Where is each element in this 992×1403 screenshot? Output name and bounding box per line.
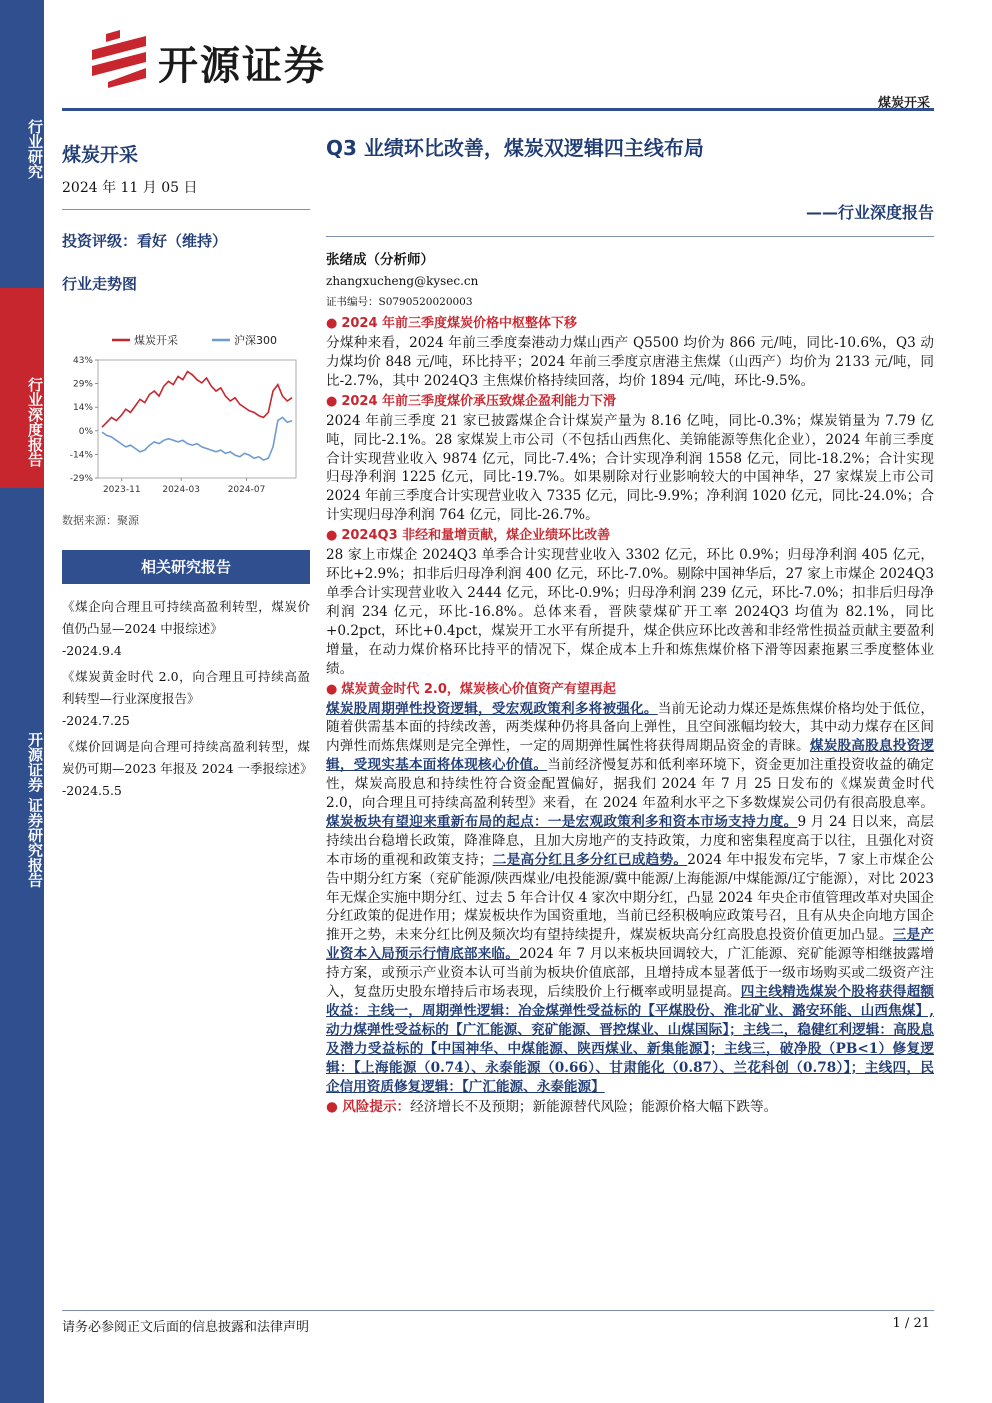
x-tick-label: 2023-11 <box>102 485 141 495</box>
section-heading-text: 2024 年前三季度煤炭价格中枢整体下移 <box>341 316 578 331</box>
sector-name: 煤炭开采 <box>62 144 139 166</box>
key-point: 二是高分红且多分红已成趋势。 <box>492 851 688 868</box>
right-column <box>326 132 935 1115</box>
report-date: 2024 年 11 月 05 日 <box>62 180 198 196</box>
header-divider <box>62 108 934 111</box>
key-point: 四主线精选煤炭个股将获得超额收益：主线一，周期弹性逻辑：冶金煤弹性受益标的【平煤股份、淮北矿业、潞安环能、山西焦煤】,动力煤弹性受益标的【广汇能源、兖矿能源、晋控煤业、山煤国际】；主线二，稳健红利逻辑：高股息及潜力受益标的【中国神华、中煤能源、陕西煤业、新集能源】；主线三，破净股（PB<1）修复逻辑：【上海能源（0.74）、永泰能源（0.66）、甘肃能化（0.87）、兰花科创（0.78）】；主线四，民企信用资质修复逻辑：【广汇能源、永泰能源】 <box>326 984 935 1095</box>
report-body <box>326 314 934 1117</box>
section-paragraph <box>326 700 934 1097</box>
risk-text: 经济增长不及预期；新能源替代风险；能源价格大幅下跌等。 <box>410 1098 778 1115</box>
section-heading <box>326 392 934 412</box>
series-line <box>102 372 292 428</box>
bullet-icon: ● <box>326 393 338 409</box>
related-report-item[interactable] <box>62 666 310 732</box>
right-divider <box>326 236 934 237</box>
x-tick-label: 2024-07 <box>227 485 266 495</box>
section-heading <box>326 526 934 546</box>
y-tick-label: -29% <box>69 474 93 484</box>
legend-label: 沪深300 <box>234 334 277 347</box>
related-report-item[interactable] <box>62 596 310 662</box>
side-strip <box>0 0 44 1403</box>
section-heading-text: 煤炭黄金时代 2.0，煤炭核心价值资产有望再起 <box>341 681 616 697</box>
analyst-name: 张绪成（分析师） <box>326 252 434 268</box>
legend-label: 煤炭开采 <box>134 334 178 347</box>
section-paragraph: 2024 年前三季度 21 家已披露煤企合计煤炭产量为 8.16 亿吨，同比-0.3%；煤炭销量为 7.79 亿吨，同比-2.1%。28 家煤炭上市公司（不包括山西焦化、美锦能源等焦化企业），2024 年前三季度合计实现营业收入 9874 亿元，同比-7.4%；合计实现净利润 1558 亿元，同比-18.2%；合计实现归母净利润 1225 亿元，同比-19.7%。如果剔除对行业影响较大的中国神华，27 家煤炭上市公司 2024 年前三季度合计实现营业收入 7335 亿元，同比-9.9%；净利润 1020 亿元，同比-24.0%；合计实现归母净利润 764 亿元，同比-26.7%。 <box>326 412 934 524</box>
key-point: 煤炭板块有望迎来重新布局的起点：一是宏观政策利多和资本市场支持力度。 <box>326 813 798 830</box>
related-report-date: -2024.9.4 <box>62 643 122 658</box>
bullet-icon: ● <box>326 316 338 331</box>
section-heading <box>326 680 934 700</box>
bullet-icon: ● <box>326 1098 343 1115</box>
paragraph-text: 当前经济慢复苏和低利率环境下，资金更加注重投资收益的确定性，煤炭高股息和持续性符合资金配置偏好，据我们 2024 年 7 月 25 日发布的《煤炭黄金时代 2.0，向合理且可持续高盈利转型》来看，在 2024 年盈利水平之下多数煤炭公司仍有很高股息率。 <box>326 757 935 812</box>
related-report-title: 《煤价回调是向合理可持续高盈利转型，煤炭仍可期—2023 年报及 2024 一季报综述》 <box>62 739 313 776</box>
y-tick-label: 0% <box>78 426 93 437</box>
y-tick-label: -14% <box>69 450 93 461</box>
header-sector-tag: 煤炭开采 <box>877 96 930 111</box>
key-point: 煤炭股周期弹性投资逻辑，受宏观政策利多将被强化。 <box>326 700 658 717</box>
related-reports-list <box>62 596 313 806</box>
related-report-item[interactable] <box>62 736 313 802</box>
section-heading-text: 2024Q3 非经和量增贡献，煤企业绩环比改善 <box>341 528 611 544</box>
footer-disclaimer[interactable]: 请务必参阅正文后面的信息披露和法律声明 <box>62 1320 310 1335</box>
related-report-date: -2024.5.5 <box>62 783 122 798</box>
side-label-research: 行业研究 <box>26 119 44 179</box>
report-subtitle: ——行业深度报告 <box>805 203 934 222</box>
section-paragraph: 28 家上市煤企 2024Q3 单季合计实现营业收入 3302 亿元，环比 0.9%；归母净利润 405 亿元，环比+2.9%；扣非后归母净利润 400 亿元，环比-7.0%。剔除中国神华后，27 家上市煤企 2024Q3 单季合计实现营业收入 2444 亿元，环比-0.9%；归母净利润 239 亿元，环比-7.0%；扣非后归母净利润 234 亿元，环比-16.8%。总体来看，晋陕蒙煤矿开工率 2024Q3 均值为 82.1%，同比+0.2pct，环比+0.4pct，煤炭开工水平有所提升，煤企供应环比改善和非经常性损益贡献主要盈利增量，在动力煤价格环比持平的情况下，煤企成本上升和炼焦煤价格下滑等因素拖累三季度整体业绩。 <box>326 547 934 677</box>
key-point: 三是产业资本入局预示行情底部来临。 <box>326 927 935 963</box>
bullet-icon: ● <box>326 528 338 544</box>
section-heading <box>326 314 934 334</box>
investment-rating: 投资评级：看好（维持） <box>62 232 228 250</box>
chart-frame <box>98 360 296 478</box>
chart-source: 数据来源：聚源 <box>62 514 139 527</box>
y-tick-label: 29% <box>72 379 93 390</box>
paragraph-text: 9 月 24 日以来，高层持续出台稳增长政策，降准降息，且加大房地产的支持政策，力度和密集程度高于以往，且强化对资本市场的重视和政策支持； <box>326 813 934 868</box>
report-title: Q3 业绩环比改善，煤炭双逻辑四主线布局 <box>326 136 704 160</box>
related-reports-banner: 相关研究报告 <box>62 550 310 584</box>
paragraph-text: 2024 年中报发布完毕，7 家上市煤企公告中期分红方案（兖矿能源/陕西煤业/电投能源/冀中能源/上海能源/中煤能源/辽宁能源），对比 2023 年无煤企实施中期分红、过去 5 年合计仅 4 家次中期分红，凸显 2024 年央企市值管理改革对央国企分红政策的促进作用；煤炭板块作为国资重地，当前已经积极响应政策号召，且有从央企向地方国企推开之势，未来分红比例及频次均有望持续提升，煤炭板块高分红高股息投资价值更加凸显。 <box>326 851 935 944</box>
risk-label: 风险提示： <box>342 1098 411 1115</box>
paragraph-text: 2024 年 7 月以来板块回调较大，广汇能源、兖矿能源等相继披露增持方案，或预示产业资本认可当前为板块价值底部，且增持成本显著低于一级市场购买或二级资产注入，复盘历史股东增持后市场表现，后续股价上行概率或明显提高。 <box>326 946 934 1001</box>
footer-divider <box>62 1310 934 1311</box>
side-label-report-type: 行业深度报告 <box>26 377 44 467</box>
analyst-cert: 证书编号：S0790520020003 <box>326 296 473 308</box>
related-report-title: 《煤企向合理且可持续高盈利转型，煤炭价值仍凸显—2024 中报综述》 <box>62 599 310 636</box>
bullet-icon: ● <box>326 681 338 697</box>
page-number: 1 / 21 <box>892 1316 930 1331</box>
section-paragraph: 分煤种来看，2024 年前三季度秦港动力煤山西产 Q5500 均价为 866 元/吨，同比-10.6%，Q3 动力煤均价 848 元/吨，环比持平；2024 年前三季度京唐港主焦煤（山西产）均价为 2133 元/吨，同比-2.7%，其中 2024Q3 主焦煤价格持续回落，均价 1894 元/吨，环比-9.5%。 <box>326 335 934 389</box>
left-column <box>62 140 313 798</box>
key-point: 煤炭股高股息投资逻辑，受现实基本面将体现核心价值。 <box>326 738 935 774</box>
related-report-title: 《煤炭黄金时代 2.0，向合理且可持续高盈利转型—行业深度报告》 <box>62 669 310 706</box>
trend-chart-title: 行业走势图 <box>62 275 138 293</box>
related-report-date: -2024.7.25 <box>62 713 130 728</box>
y-tick-label: 14% <box>72 403 93 414</box>
risk-line <box>326 1098 934 1117</box>
side-label-firm: 开源证券 证券研究报告 <box>26 732 44 888</box>
section-heading-text: 2024 年前三季度煤价承压致煤企盈利能力下滑 <box>341 393 617 409</box>
x-tick-label: 2024-03 <box>162 485 200 495</box>
trend-chart <box>62 326 310 516</box>
y-tick-label: 43% <box>72 356 93 366</box>
left-divider <box>62 209 310 210</box>
analyst-email[interactable]: zhangxucheng@kysec.cn <box>326 274 479 288</box>
paragraph-text: 当前无论动力煤还是炼焦煤价格均处于低位，随着供需基本面的持续改善，两类煤种仍将具备向上弹性，且空间涨幅均较大，其中动力煤存在区间内弹性而炼焦煤则是完全弹性，一定的周期弹性属性将获得周期品资金的青睐。 <box>326 700 935 755</box>
series-line <box>102 417 292 460</box>
brand-name: 开源证券 <box>158 43 326 89</box>
